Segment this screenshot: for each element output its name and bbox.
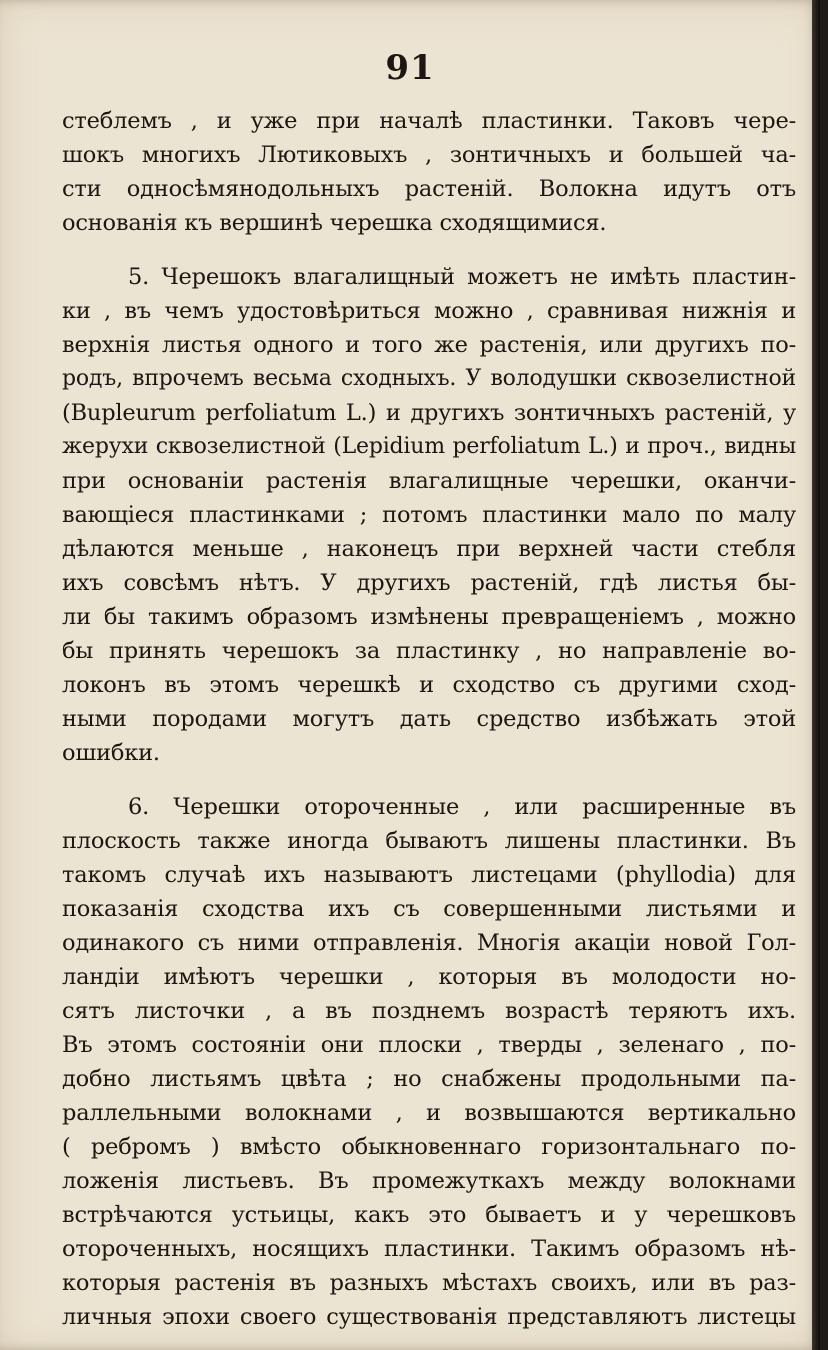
text-line: показанія сходства ихъ съ совершенными листьями и bbox=[62, 896, 796, 922]
text-line: (Bupleurum perfoliatum L.) и другихъ зонтичныхъ растеній, у bbox=[62, 400, 796, 426]
paragraph-6 bbox=[62, 790, 796, 1334]
text-line: встрѣчаются устьицы, какъ это бываетъ и у черешковъ bbox=[62, 1202, 796, 1228]
text-line: ошибки. bbox=[62, 740, 160, 766]
text-line: при основаніи растенія влагалищные черешки, оканчи- bbox=[62, 468, 796, 494]
text-line: бы принять черешокъ за пластинку , но направленіе во- bbox=[62, 638, 796, 664]
page-number: 91 bbox=[385, 48, 435, 88]
text-line: ки , въ чемъ удостовѣриться можно , сравнивая нижнія и bbox=[62, 298, 796, 324]
paragraph-1 bbox=[62, 104, 796, 240]
text-line: ли бы такимъ образомъ измѣнены превращеніемъ , можно bbox=[62, 604, 796, 630]
text-line: ными породами могутъ дать средство избѣжать этой bbox=[62, 706, 796, 732]
text-line: Въ этомъ состояніи они плоски , тверды , зеленаго , по- bbox=[62, 1032, 796, 1058]
text-line: ландіи имѣютъ черешки , которыя въ молодости но- bbox=[62, 964, 796, 990]
text-line: одинакого съ ними отправленія. Многія акаціи новой Гол- bbox=[62, 930, 796, 956]
text-line: родъ, впрочемъ весьма сходныхъ. У володушки сквозелистной bbox=[62, 366, 796, 391]
text-line: 5. Черешокъ влагалищный можетъ не имѣть пластин- bbox=[128, 264, 796, 290]
text-line: основанія къ вершинѣ черешка сходящимися. bbox=[62, 210, 607, 236]
text-line: ложенія листьевъ. Въ промежуткахъ между волокнами bbox=[62, 1168, 796, 1194]
text-line: жерухи сквозелистной (Lepidium perfoliatum L.) и проч., видны bbox=[62, 434, 796, 459]
page-edge bbox=[812, 0, 820, 1350]
text-line: ихъ совсѣмъ нѣтъ. У другихъ растеній, гдѣ листья бы- bbox=[62, 570, 796, 596]
text-line: стеблемъ , и уже при началѣ пластинки. Таковъ чере- bbox=[62, 108, 796, 134]
paragraph-gap bbox=[62, 240, 796, 260]
paragraph-5 bbox=[62, 260, 796, 770]
text-line: которыя растенія въ разныхъ мѣстахъ своихъ, или въ раз- bbox=[62, 1270, 796, 1296]
text-line: локонъ въ этомъ черешкѣ и сходство съ другими сход- bbox=[62, 672, 796, 698]
text-line: личныя эпохи своего существованія представляютъ листецы bbox=[62, 1304, 796, 1330]
text-line: плоскость также иногда бываютъ лишены пластинки. Въ bbox=[62, 828, 796, 854]
text-line: вающіеся пластинками ; потомъ пластинки мало по малу bbox=[62, 502, 796, 528]
text-line: сятъ листочки , а въ позднемъ возрастѣ теряютъ ихъ. bbox=[62, 998, 796, 1024]
text-line: такомъ случаѣ ихъ называютъ листецами (phyllodia) для bbox=[62, 862, 796, 888]
paragraph-gap bbox=[62, 770, 796, 790]
text-line: раллельными волокнами , и возвышаются вертикально bbox=[62, 1100, 796, 1126]
text-line: 6. Черешки отороченные , или расширенные въ bbox=[128, 794, 796, 820]
text-line: сти односѣмянодольныхъ растеній. Волокна идутъ отъ bbox=[62, 176, 796, 202]
text-line: добно листьямъ цвѣта ; но снабжены продольными па- bbox=[62, 1066, 796, 1092]
text-line: верхнія листья одного и того же растенія, или другихъ по- bbox=[62, 332, 796, 358]
text-line: отороченныхъ, носящихъ пластинки. Такимъ образомъ нѣ- bbox=[62, 1236, 796, 1262]
text-line: ( ребромъ ) вмѣсто обыкновеннаго горизонтальнаго по- bbox=[62, 1134, 796, 1160]
body-text bbox=[62, 104, 796, 1334]
text-line: дѣлаются меньше , наконецъ при верхней части стебля bbox=[62, 536, 796, 562]
text-line: шокъ многихъ Лютиковыхъ , зонтичныхъ и большей ча- bbox=[62, 142, 796, 168]
